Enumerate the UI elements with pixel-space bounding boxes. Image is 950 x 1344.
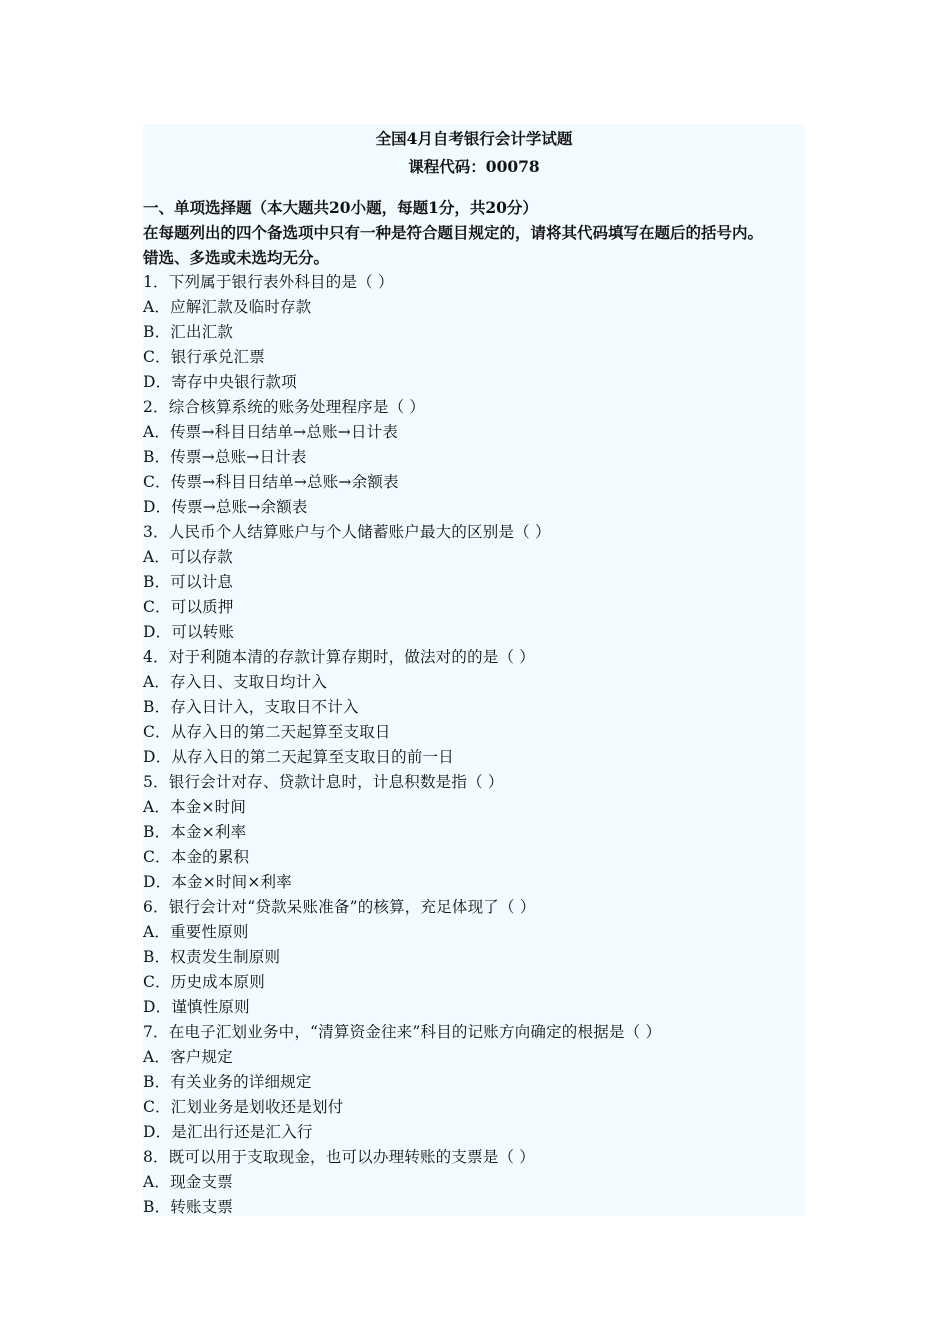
section-heading: 一、单项选择题（本大题共20小题，每题1分，共20分）	[143, 198, 538, 217]
exam-title: 全国4月自考银行会计学试题	[375, 129, 573, 148]
option-line: C．本金的累积	[143, 848, 250, 866]
exam-paper	[143, 124, 805, 1216]
option-line: D．从存入日的第二天起算至支取日的前一日	[143, 748, 454, 766]
option-line: B．本金×利率	[143, 823, 247, 841]
option-line: A．现金支票	[143, 1173, 233, 1191]
option-line: B．传票→总账→日计表	[143, 448, 307, 466]
option-line: C．银行承兑汇票	[143, 348, 265, 366]
title-block	[143, 124, 805, 179]
option-line: B．转账支票	[143, 1198, 234, 1216]
option-line: C．汇划业务是划收还是划付	[143, 1098, 344, 1116]
question-line: 4．对于利随本清的存款计算存期时，做法对的的是（ ）	[143, 648, 535, 666]
question-line: 6．银行会计对“贷款呆账准备”的核算，充足体现了（ ）	[143, 898, 536, 916]
question-line: 3．人民币个人结算账户与个人储蓄账户最大的区别是（ ）	[143, 523, 551, 541]
option-line: B．权责发生制原则	[143, 948, 281, 966]
spacer	[143, 179, 805, 195]
option-line: D．谨慎性原则	[143, 998, 250, 1016]
option-line: A．传票→科目日结单→总账→日计表	[143, 423, 399, 441]
question-line: 8．既可以用于支取现金，也可以办理转账的支票是（ ）	[143, 1148, 535, 1166]
option-line: D．寄存中央银行款项	[143, 373, 297, 391]
option-line: B．存入日计入，支取日不计入	[143, 698, 359, 716]
option-line: A．存入日、支取日均计入	[143, 673, 328, 691]
option-line: B．汇出汇款	[143, 323, 234, 341]
option-line: A．可以存款	[143, 548, 233, 566]
question-line: 5．银行会计对存、贷款计息时，计息积数是指（ ）	[143, 773, 504, 791]
option-line: B．有关业务的详细规定	[143, 1073, 312, 1091]
option-line: C．从存入日的第二天起算至支取日	[143, 723, 391, 741]
option-line: A．本金×时间	[143, 798, 247, 816]
option-line: D．本金×时间×利率	[143, 873, 292, 891]
question-list	[143, 270, 805, 1220]
option-line: C．可以质押	[143, 598, 234, 616]
option-line: D．可以转账	[143, 623, 235, 641]
question-line: 7．在电子汇划业务中，“清算资金往来”科目的记账方向确定的根据是（ ）	[143, 1023, 662, 1041]
option-line: D．是汇出行还是汇入行	[143, 1123, 313, 1141]
question-line: 1．下列属于银行表外科目的是（ ）	[143, 273, 394, 291]
option-line: C．历史成本原则	[143, 973, 265, 991]
question-line: 2．综合核算系统的账务处理程序是（ ）	[143, 398, 426, 416]
option-line: A．客户规定	[143, 1048, 233, 1066]
option-line: C．传票→科目日结单→总账→余额表	[143, 473, 399, 491]
option-line: B．可以计息	[143, 573, 234, 591]
instruction-line: 在每题列出的四个备选项中只有一种是符合题目规定的，请将其代码填写在题后的括号内。	[143, 223, 764, 242]
option-line: A．重要性原则	[143, 923, 249, 941]
instruction-line: 错选、多选或未选均无分。	[143, 248, 330, 267]
course-code: 课程代码：00078	[408, 157, 540, 176]
option-line: D．传票→总账→余额表	[143, 498, 308, 516]
option-line: A．应解汇款及临时存款	[143, 298, 312, 316]
